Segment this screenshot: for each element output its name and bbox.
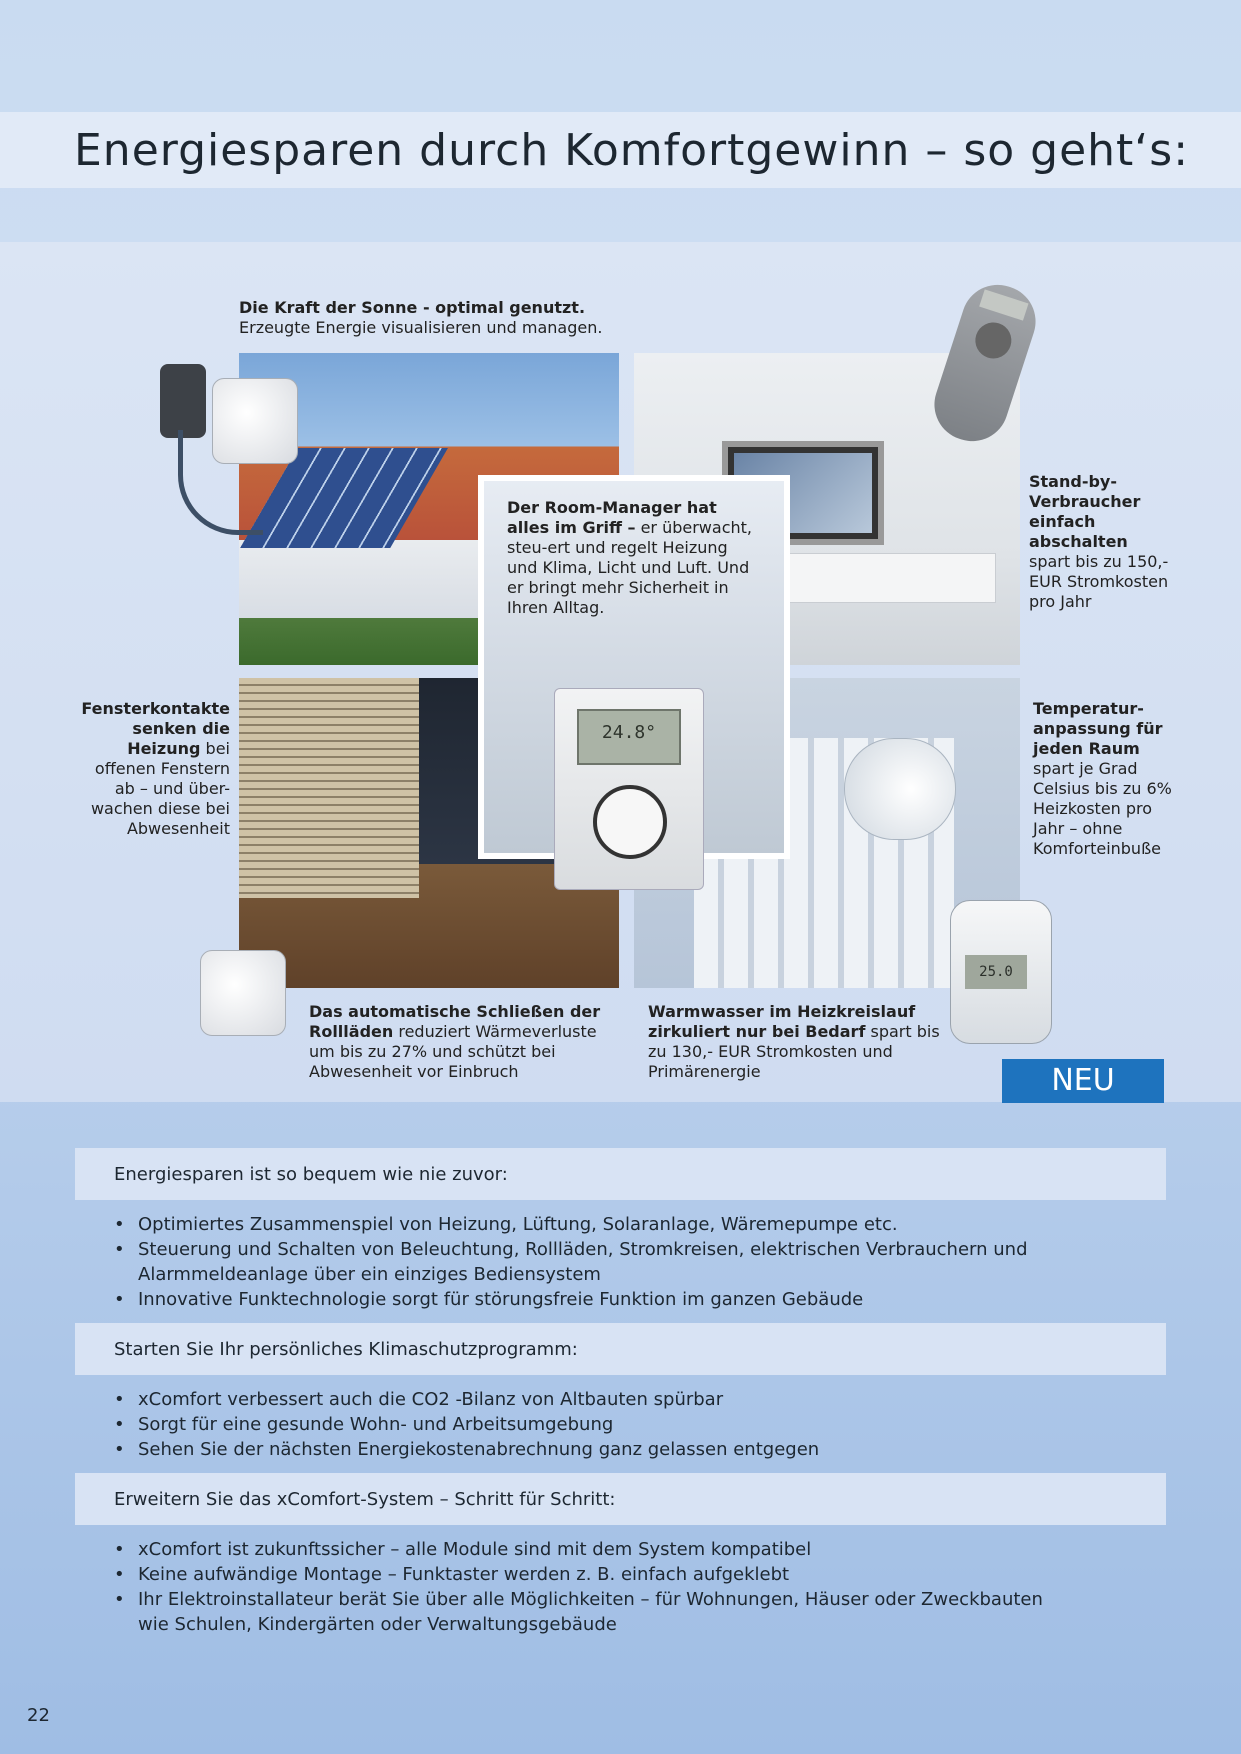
- page-title: Energiesparen durch Komfortgewinn – so geht‘s:: [74, 124, 1190, 176]
- blinds-image: [239, 678, 419, 898]
- temperatur-bold: Temperatur-anpassung für jeden Raum: [1033, 699, 1163, 758]
- solar-caption-text: Erzeugte Energie visualisieren und managen.: [239, 318, 603, 337]
- section-heading-bar: [75, 1148, 1166, 1200]
- list-item: • Ihr Elektroinstallateur berät Sie über alle Möglichkeiten – für Wohnungen, Häuser oder Zweckbauten wie Schulen, Kindergärten oder Verwaltungsgebäude: [110, 1587, 1070, 1637]
- list-item: • Steuerung und Schalten von Beleuchtung, Rollläden, Stromkreisen, elektrischen Verbrauchern und Alarmmeldeanlage über ein einziges Bediensystem: [110, 1237, 1070, 1287]
- fenster-bold: Fensterkontakte senken die Heizung: [81, 699, 230, 758]
- current-clamp-image: [160, 364, 206, 438]
- list-item: • Sorgt für eine gesunde Wohn- und Arbeitsumgebung: [110, 1412, 1070, 1437]
- solar-caption-bold: Die Kraft der Sonne - optimal genutzt.: [239, 298, 586, 317]
- section-heading-bar: [75, 1473, 1166, 1525]
- warmwasser-caption: [648, 1002, 948, 1082]
- section-heading: Energiesparen ist so bequem wie nie zuvor:: [114, 1163, 508, 1185]
- section-heading: Erweitern Sie das xComfort-System – Schritt für Schritt:: [114, 1488, 616, 1510]
- fenster-caption: [78, 699, 230, 839]
- rolllaeden-text: reduziert Wärmeverluste um bis zu 27% und schützt bei Abwesenheit vor Einbruch: [309, 1022, 597, 1081]
- solar-caption: [239, 298, 659, 338]
- bullet-list: [110, 1212, 1070, 1312]
- thermostat-display: 25.0: [965, 955, 1027, 989]
- page-number: 22: [27, 1705, 50, 1726]
- warmwasser-text: spart bis zu 130,- EUR Stromkosten und Primärenergie: [648, 1022, 940, 1081]
- list-item: • xComfort ist zukunftssicher – alle Module sind mit dem System kompatibel: [110, 1537, 1070, 1562]
- list-item: • Innovative Funktechnologie sorgt für störungsfreie Funktion im ganzen Gebäude: [110, 1287, 1070, 1312]
- room-manager-bold: Der Room-Manager hat alles im Griff –: [507, 498, 717, 537]
- list-item: • Keine aufwändige Montage – Funktaster werden z. B. einfach aufgeklebt: [110, 1562, 1070, 1587]
- title-band: [0, 112, 1241, 188]
- temperatur-caption: [1033, 699, 1183, 859]
- temperatur-text: spart je Grad Celsius bis zu 6% Heizkosten pro Jahr – ohne Komforteinbuße: [1033, 759, 1172, 858]
- new-badge: NEU: [1002, 1059, 1164, 1103]
- fenster-text: bei offenen Fenstern ab – und über-wachen diese bei Abwesenheit: [90, 739, 230, 838]
- standby-bold: Stand-by-Verbraucher einfach abschalten: [1029, 472, 1141, 551]
- room-manager-text: er überwacht, steu-ert und regelt Heizung und Klima, Licht und Luft. Und er bringt mehr Sicherheit in Ihren Alltag.: [507, 518, 752, 617]
- standby-caption: [1029, 472, 1179, 612]
- room-manager-caption: [507, 498, 762, 618]
- energy-meter-module-image: [212, 378, 298, 464]
- section-heading-bar: [75, 1323, 1166, 1375]
- thermostat-head-image: [844, 738, 956, 840]
- device-display: 24.8°: [577, 709, 681, 765]
- section-heading: Starten Sie Ihr persönliches Klimaschutzprogramm:: [114, 1338, 578, 1360]
- bullet-list: [110, 1537, 1070, 1637]
- room-manager-device: [554, 688, 704, 890]
- rolllaeden-bold: Das automatische Schließen der Rollläden: [309, 1002, 601, 1041]
- radiator-thermostat-image: [950, 900, 1052, 1044]
- warmwasser-bold: Warmwasser im Heizkreislauf zirkuliert nur bei Bedarf: [648, 1002, 916, 1041]
- list-item: • Sehen Sie der nächsten Energiekostenabrechnung ganz gelassen entgegen: [110, 1437, 1070, 1462]
- switch-actuator-image: [200, 950, 286, 1036]
- rolllaeden-caption: [309, 1002, 621, 1082]
- standby-text: spart bis zu 150,- EUR Stromkosten pro Jahr: [1029, 552, 1169, 611]
- list-item: • xComfort verbessert auch die CO2 -Bilanz von Altbauten spürbar: [110, 1387, 1070, 1412]
- bullet-list: [110, 1387, 1070, 1462]
- device-dial: [593, 785, 667, 859]
- list-item: • Optimiertes Zusammenspiel von Heizung, Lüftung, Solaranlage, Wäremepumpe etc.: [110, 1212, 1070, 1237]
